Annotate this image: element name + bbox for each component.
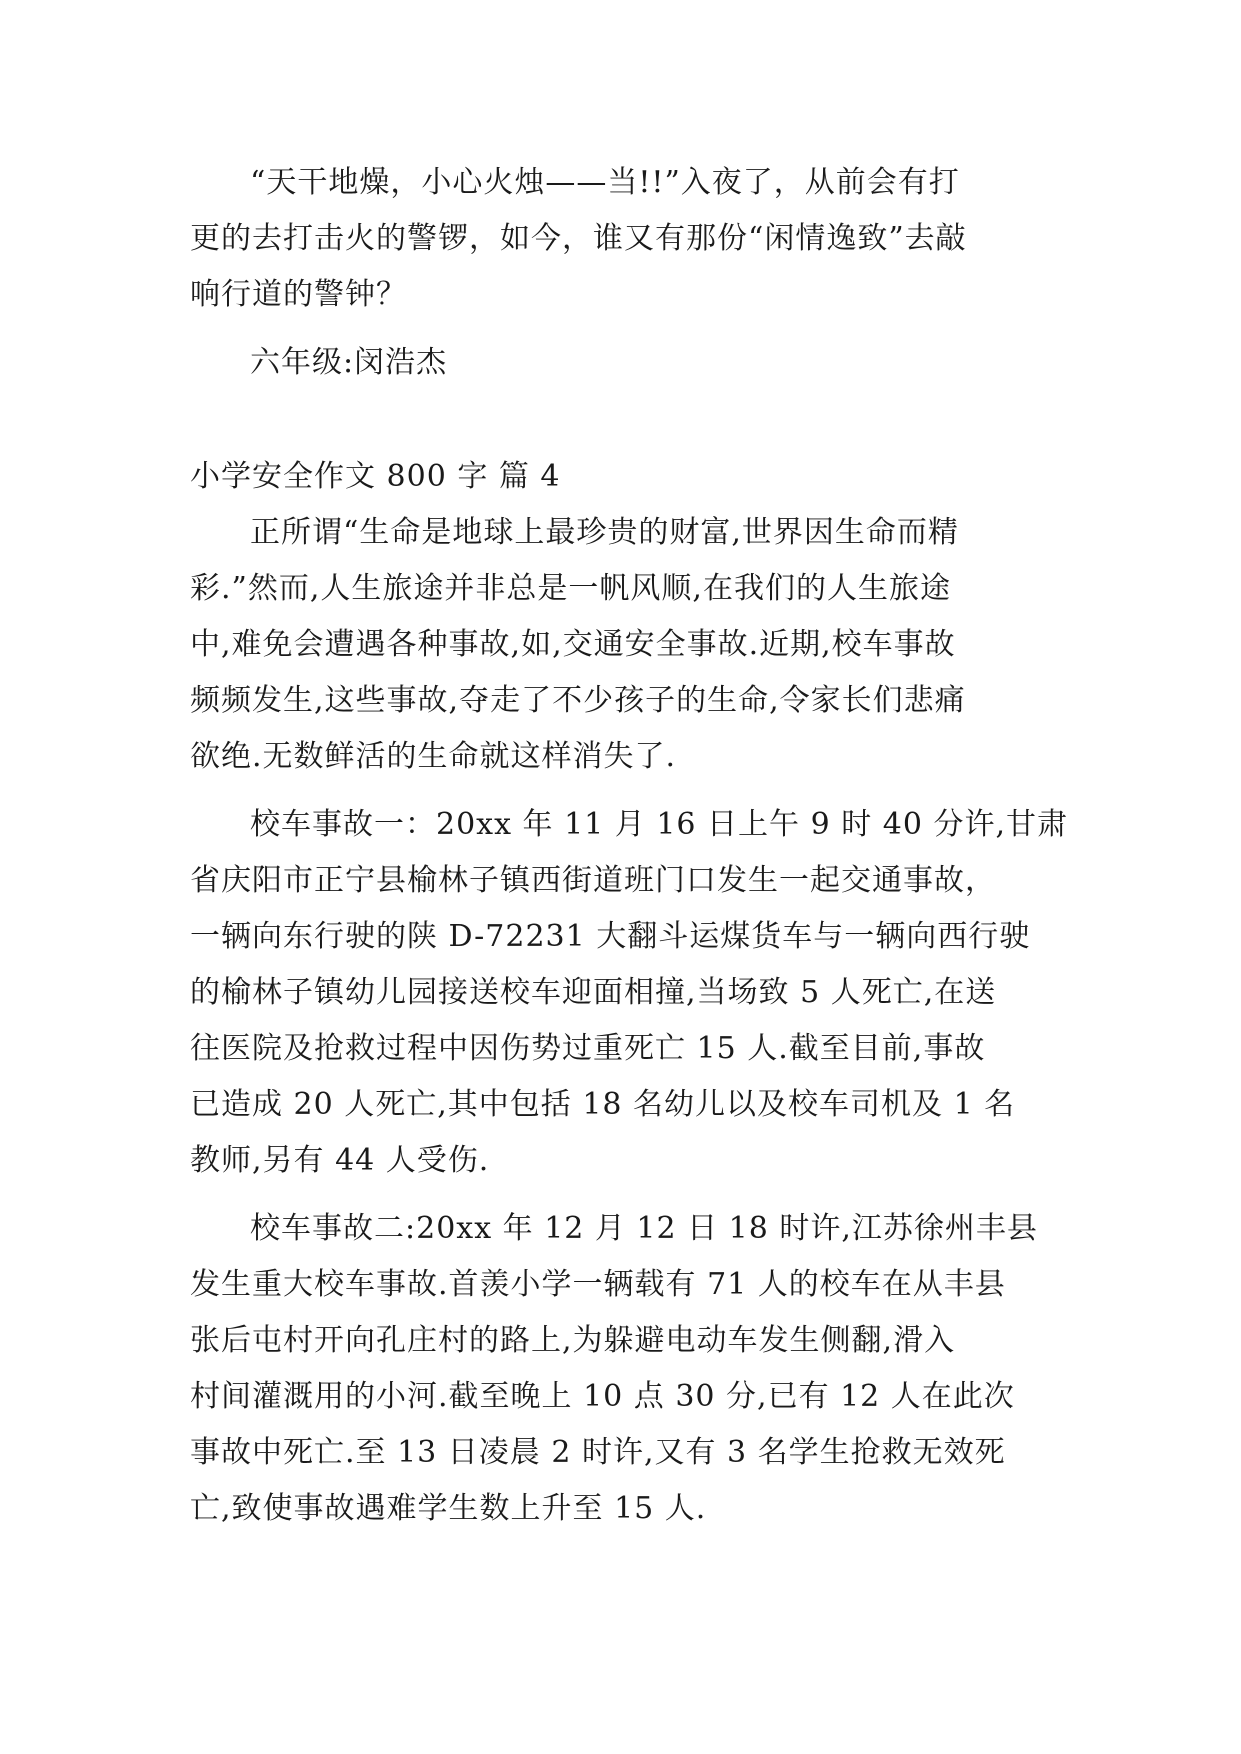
paragraph-line: 亡,致使事故遇难学生数上升至 15 人. [190, 1491, 707, 1526]
paragraph-line: 响行道的警钟？ [190, 277, 407, 312]
paragraph-line: 发生重大校车事故.首羡小学一辆载有 71 人的校车在从丰县 [190, 1267, 1006, 1302]
paragraph-line: 教师,另有 44 人受伤. [190, 1143, 490, 1178]
paragraph-line: “天干地燥，小心火烛——当!!”入夜了，从前会有打 [250, 165, 960, 200]
paragraph-line: 更的去打击火的警锣，如今，谁又有那份“闲情逸致”去敲 [190, 221, 967, 256]
paragraph-line: 中,难免会遭遇各种事故,如,交通安全事故.近期,校车事故 [190, 627, 956, 662]
paragraph-accident-one [190, 797, 1068, 1189]
paragraph-line: 彩.”然而,人生旅途并非总是一帆风顺,在我们的人生旅途 [190, 571, 951, 606]
paragraph-line: 频频发生,这些事故,夺走了不少孩子的生命,令家长们悲痛 [190, 683, 966, 718]
paragraph-line: 的榆林子镇幼儿园接送校车迎面相撞,当场致 5 人死亡,在送 [190, 975, 997, 1010]
paragraph-line: 校车事故一：20xx 年 11 月 16 日上午 9 时 40 分许,甘肃 [250, 807, 1068, 842]
paragraph-line: 张后屯村开向孔庄村的路上,为躲避电动车发生侧翻,滑入 [190, 1323, 956, 1358]
paragraph-intro [190, 505, 1052, 785]
paragraph-line: 一辆向东行驶的陕 D-72231 大翻斗运煤货车与一辆向西行驶 [190, 919, 1031, 954]
paragraph-line: 往医院及抢救过程中因伤势过重死亡 15 人.截至目前,事故 [190, 1031, 986, 1066]
paragraph-line: 省庆阳市正宁县榆林子镇西街道班门口发生一起交通事故， [190, 863, 996, 898]
paragraph-line: 校车事故二:20xx 年 12 月 12 日 18 时许,江苏徐州丰县 [250, 1211, 1038, 1246]
paragraph-line: 欲绝.无数鲜活的生命就这样消失了. [190, 739, 677, 774]
paragraph-line: 村间灌溉用的小河.截至晚上 10 点 30 分,已有 12 人在此次 [190, 1379, 1015, 1414]
author-signature: 六年级:闵浩杰 [250, 345, 448, 380]
paragraph-line: 正所谓“生命是地球上最珍贵的财富,世界因生命而精 [250, 515, 959, 550]
section-title: 小学安全作文 800 字 篇 4 [190, 459, 561, 494]
paragraph-fire-warning [190, 155, 1052, 323]
paragraph-line: 事故中死亡.至 13 日凌晨 2 时许,又有 3 名学生抢救无效死 [190, 1435, 1006, 1470]
paragraph-accident-two [190, 1201, 1052, 1537]
document-page [190, 155, 1068, 1537]
paragraph-line: 已造成 20 人死亡,其中包括 18 名幼儿以及校车司机及 1 名 [190, 1087, 1016, 1122]
